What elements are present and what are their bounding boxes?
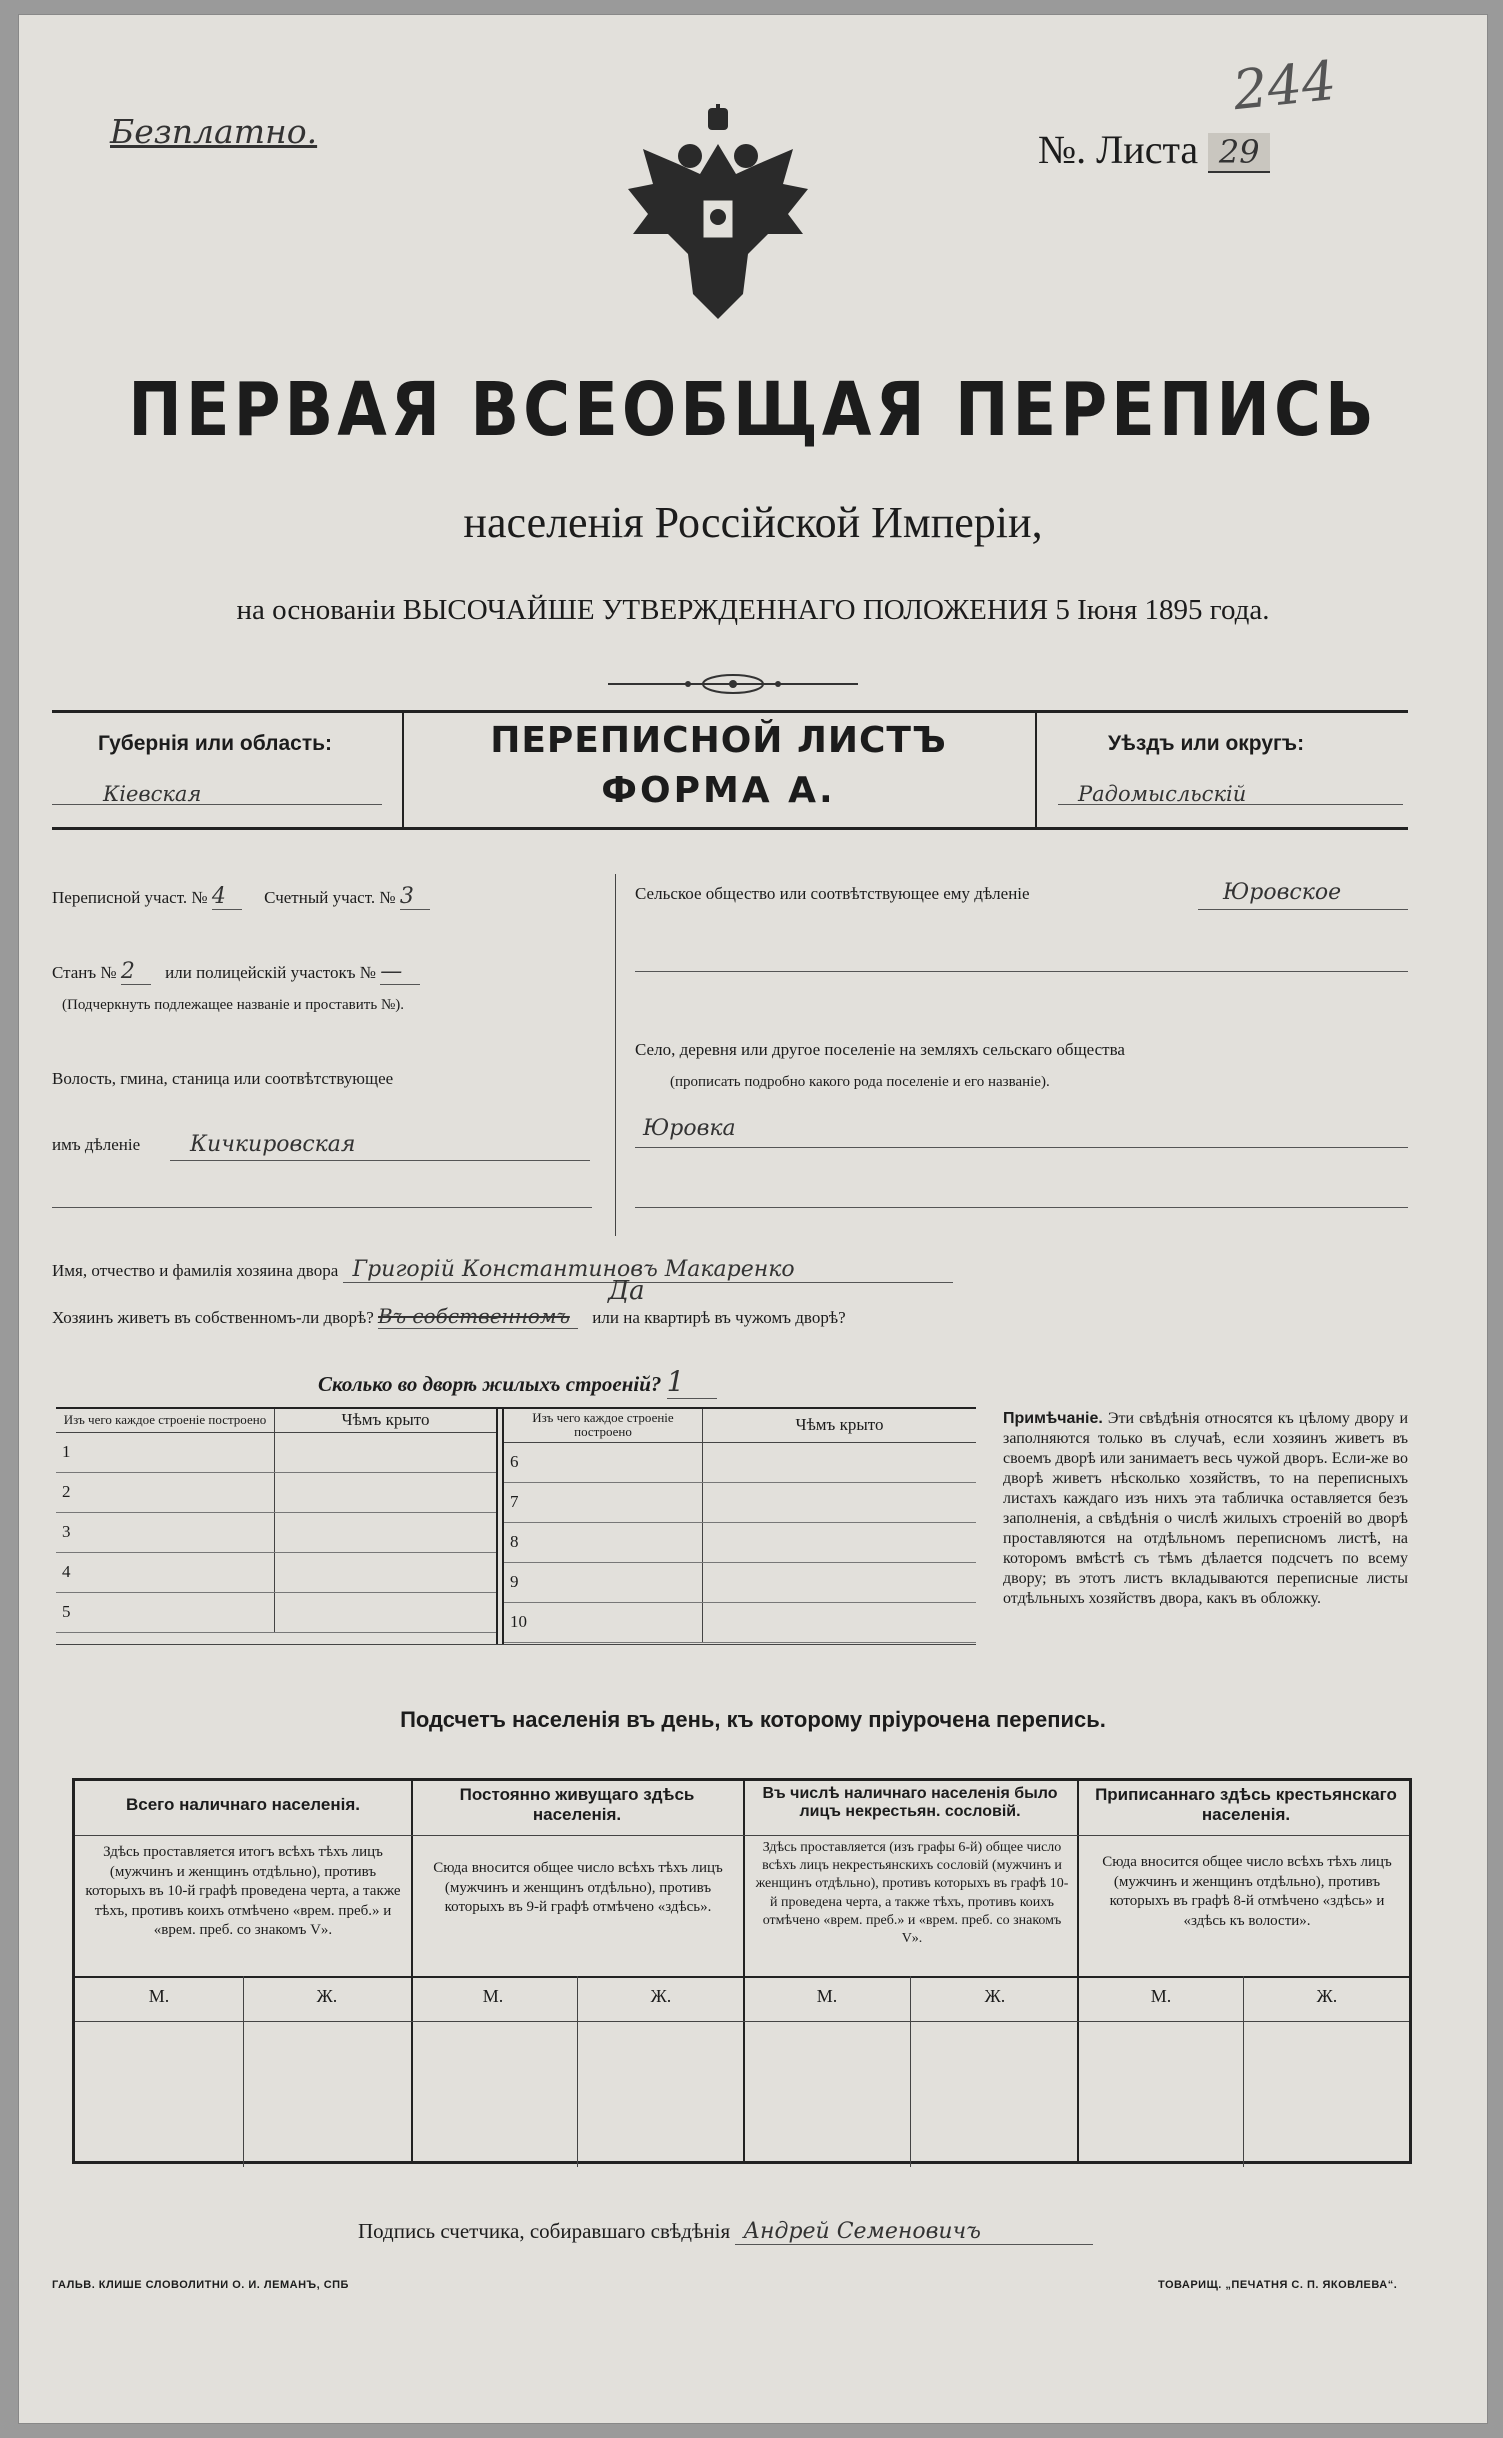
- ornament-divider-icon: [608, 669, 858, 699]
- buildings-table: [56, 1407, 976, 1645]
- building-row: [504, 1442, 976, 1482]
- stan-field: [52, 959, 420, 985]
- pop-col2-m: М.: [482, 1986, 504, 2006]
- primechanie-text: Эти свѣдѣнія относятся къ цѣлому двору и заполняются только въ случаѣ, если хозяинъ живетъ въ своемъ дворѣ или занимаетъ весь чужой дворъ. Если-же во дворѣ живетъ нѣсколько хозяйствъ, то на переписныхъ листахъ каждаго изъ нихъ эта табличка оставляется безъ заполненія, а свѣдѣнія о числѣ жилыхъ строеній во дворѣ проставляются на отдѣльномъ переписномъ листѣ, на которомъ вмѣстѣ съ тѣмъ дѣлается подсчетъ по всему двору; въ этотъ листъ вкладываются переписные листы отдѣльныхъ хозяйствъ двора, какъ въ обложку.: [1003, 1410, 1409, 1607]
- owner-name-field: [52, 1257, 953, 1283]
- form-basis: на основаніи ВЫСОЧАЙШЕ УТВЕРЖДЕННАГО ПОЛОЖЕНИЯ 5 Іюня 1895 года.: [236, 594, 1270, 626]
- volost-label-line1: Волость, гмина, станица или соотвѣтствующее: [52, 1069, 394, 1088]
- pop-col4-title: Приписаннаго здѣсь крестьянскаго населенія.: [1095, 1785, 1397, 1824]
- primechanie-note: [1003, 1409, 1408, 1609]
- pop-col2-text: Сюда вносится общее число всѣхъ тѣхъ лицъ (мужчинъ и женщинъ отдѣльно), противъ которыхъ въ 9-й графѣ отмѣчено «здѣсь».: [433, 1860, 723, 1915]
- owner-name-label: Имя, отчество и фамилія хозяина двора: [52, 1261, 339, 1280]
- pop-col1-f: Ж.: [316, 1986, 338, 2006]
- building-row: [56, 1512, 496, 1552]
- owner-lives-value: Въ собственномъ: [378, 1304, 578, 1329]
- pop-col3-title: Въ числѣ наличнаго населенія было лицъ некрестьян. сословій.: [762, 1785, 1058, 1821]
- col-material-2: Изъ чего каждое строеніе построено: [504, 1409, 703, 1442]
- pop-col2-f: Ж.: [650, 1986, 672, 2006]
- schetny-value: 3: [400, 884, 430, 910]
- pop-col3-f: Ж.: [984, 1986, 1006, 2006]
- pop-col4-text: Сюда вносится общее число всѣхъ тѣхъ лицъ (мужчинъ и женщинъ отдѣльно), противъ которыхъ въ графѣ 8-й отмѣчено «здѣсь» и «здѣсь къ волости».: [1102, 1854, 1392, 1929]
- schetny-label: Счетный участ. №: [264, 888, 396, 907]
- owner-lives-field: [52, 1304, 846, 1329]
- building-row-number: 10: [504, 1602, 703, 1642]
- building-row-roof: [275, 1432, 497, 1472]
- pop-col1-title: Всего наличнаго населенія.: [126, 1795, 360, 1814]
- corner-annotation: 244: [1229, 48, 1340, 123]
- owner-alt-label: или на квартирѣ въ чужомъ дворѣ?: [592, 1308, 846, 1327]
- building-row-roof: [703, 1522, 977, 1562]
- village-note: (прописать подробно какого рода поселеніе и его названіе).: [670, 1074, 1050, 1090]
- col-roof: Чѣмъ крыто: [275, 1409, 497, 1432]
- perepisnoy-field: [52, 884, 430, 910]
- pop-col1-text: Здѣсь проставляется итогъ всѣхъ тѣхъ лицъ (мужчинъ и женщинъ отдѣльно), противъ которыхъ въ 10-й графѣ проведена черта, а также тѣхъ, противъ коихъ отмѣчено «врем. преб.» и «врем. преб. со знакомъ V».: [85, 1844, 401, 1938]
- village-value: Юровка: [643, 1116, 736, 1141]
- building-row-number: 4: [56, 1552, 275, 1592]
- uezd-value: Радомысльскій: [1078, 782, 1247, 806]
- building-row-roof: [703, 1442, 977, 1482]
- sheet-number-label: №. Листа: [1038, 127, 1199, 172]
- population-heading: Подсчетъ населенія въ день, къ которому пріурочена перепись.: [400, 1707, 1106, 1732]
- buildings-field: [318, 1365, 717, 1399]
- pop-col3-text: Здѣсь проставляется (изъ графы 6-й) общее число всѣхъ лицъ некрестьянскихъ сословій (мужчинъ и женщинъ отдѣльно), противъ которыхъ въ графѣ 10-й проведена черта, а также тѣхъ, противъ коихъ отмѣчено «врем. преб.» и «врем. преб. со знакомъ V».: [755, 1840, 1069, 1946]
- buildings-table-left: [56, 1409, 496, 1633]
- owner-name-value: Григорій Константиновъ Макаренко: [343, 1257, 953, 1283]
- building-row-number: 7: [504, 1482, 703, 1522]
- building-row-number: 5: [56, 1592, 275, 1632]
- pop-col4-f: Ж.: [1316, 1986, 1338, 2006]
- perepisnoy-value: 4: [212, 884, 242, 910]
- building-row: [56, 1432, 496, 1472]
- form-type-subtitle: ФОРМА А.: [601, 770, 836, 811]
- volost-value: Кичкировская: [190, 1132, 356, 1157]
- pop-col1-m: М.: [148, 1986, 170, 2006]
- double-headed-eagle-icon: [618, 104, 818, 334]
- form-type-title: ПЕРЕПИСНОЙ ЛИСТЪ: [490, 720, 947, 761]
- building-row: [56, 1592, 496, 1632]
- building-row-roof: [275, 1512, 497, 1552]
- building-row-number: 8: [504, 1522, 703, 1562]
- imprint-left: ГАЛЬВ. КЛИШЕ СЛОВОЛИТНИ О. И. ЛЕМАНЪ, СПБ: [52, 2279, 349, 2291]
- building-row-number: 3: [56, 1512, 275, 1552]
- free-label: Безплатно.: [110, 112, 318, 151]
- buildings-label: Сколько во дворѣ жилыхъ строеній?: [318, 1372, 662, 1396]
- pop-col4-m: М.: [1150, 1986, 1172, 2006]
- stan-label: Станъ №: [52, 963, 117, 982]
- uezd-label: Уѣздъ или округъ:: [1108, 732, 1305, 755]
- building-row: [56, 1472, 496, 1512]
- primechanie-title: Примѣчаніе.: [1003, 1410, 1103, 1427]
- perepisnoy-label: Переписной участ. №: [52, 888, 208, 907]
- sheet-number: [1038, 126, 1270, 173]
- building-row: [504, 1482, 976, 1522]
- police-value: —: [380, 959, 420, 985]
- building-row: [56, 1552, 496, 1592]
- society-value: Юровское: [1223, 880, 1342, 905]
- building-row-roof: [703, 1482, 977, 1522]
- form-subtitle: населенія Россійской Имперіи,: [463, 498, 1043, 547]
- gubernia-value: Кіевская: [103, 782, 202, 806]
- signature-field: [358, 2219, 1093, 2245]
- signature-value: Андрей Семеновичъ: [735, 2219, 1093, 2245]
- stan-note: (Подчеркнуть подлежащее названіе и проставить №).: [62, 997, 404, 1013]
- building-row-roof: [275, 1552, 497, 1592]
- building-row: [504, 1522, 976, 1562]
- building-row-number: 6: [504, 1442, 703, 1482]
- gubernia-label: Губернія или область:: [98, 732, 333, 755]
- signature-label: Подпись счетчика, собиравшаго свѣдѣнія: [358, 2219, 731, 2243]
- police-label: или полицейскій участокъ №: [165, 963, 377, 982]
- census-form-sheet: [18, 14, 1488, 2424]
- society-label: Сельское общество или соотвѣтствующее ему дѣленіе: [635, 884, 1030, 903]
- col-material: Изъ чего каждое строеніе построено: [56, 1409, 275, 1432]
- building-row-roof: [275, 1472, 497, 1512]
- building-row-roof: [275, 1592, 497, 1632]
- building-row-number: 9: [504, 1562, 703, 1602]
- owner-lives-label: Хозяинъ живетъ въ собственномъ-ли дворѣ?: [52, 1308, 374, 1327]
- building-row-number: 2: [56, 1472, 275, 1512]
- owner-lives-annotation: Да: [608, 1276, 645, 1306]
- stan-value: 2: [121, 959, 151, 985]
- building-row: [504, 1562, 976, 1602]
- population-table: [72, 1778, 1412, 2164]
- pop-col3-m: М.: [816, 1986, 838, 2006]
- building-row-roof: [703, 1562, 977, 1602]
- volost-label-line2: имъ дѣленіе: [52, 1135, 141, 1154]
- village-label: Село, деревня или другое поселеніе на земляхъ сельскаго общества: [635, 1040, 1125, 1059]
- pop-col2-title: Постоянно живущаго здѣсь населенія.: [459, 1785, 695, 1824]
- buildings-table-right: [504, 1409, 976, 1643]
- form-main-title: ПЕРВАЯ ВСЕОБЩАЯ ПЕРЕПИСЬ: [128, 368, 1378, 454]
- imprint-right: ТОВАРИЩ. „ПЕЧАТНЯ С. П. ЯКОВЛЕВА“.: [1158, 2279, 1398, 2291]
- sheet-number-value: 29: [1208, 133, 1270, 173]
- building-row-number: 1: [56, 1432, 275, 1472]
- buildings-value: 1: [667, 1365, 717, 1399]
- building-row-roof: [703, 1602, 977, 1642]
- col-roof-2: Чѣмъ крыто: [703, 1409, 977, 1442]
- building-row: [504, 1602, 976, 1642]
